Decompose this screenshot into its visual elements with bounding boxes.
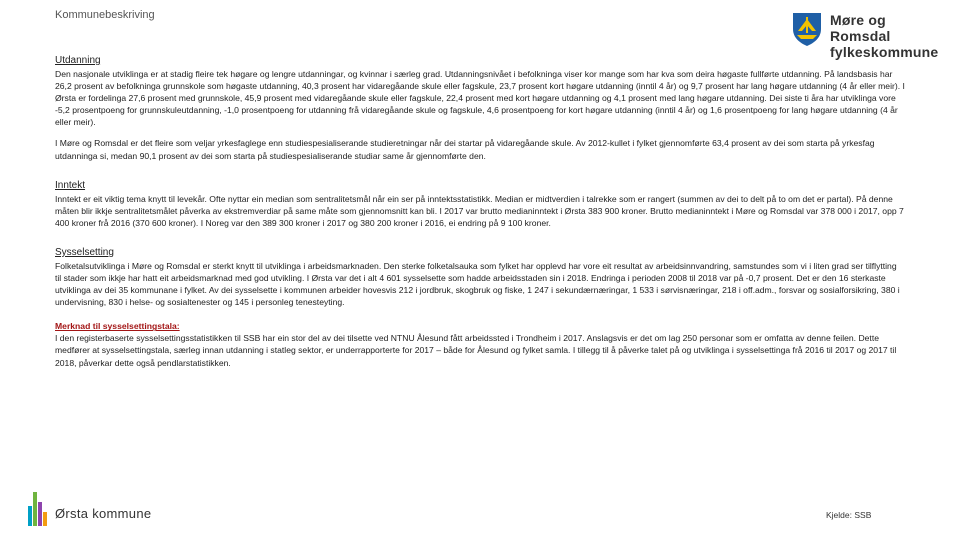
paragraph: I den registerbaserte sysselsettingsstatistikken til SSB har ein stor del av dei tilsette ved NTNU Ålesund fått arbeidssted i Trondheim i 2017. Anslagsvis er det om lag 250 personar som er omfatta av denne feilen. Dette medfører at sysselsettingstala, særleg innan utdanning i statleg sektor, er underrapporterte for 2017 – både for Ålesund og fylket samla. I tillegg til å påverke talet på og utviklinga i sysselsettinga frå 2016 til 2017 og 2017 til 2018, påverkar dette også pendlarstatistikken. <box>55 333 897 368</box>
paragraph: Inntekt er eit viktig tema knytt til levekår. Ofte nyttar ein median som sentralitetsmål når ein ser på inntektsstatistikk. Median er midtverdien i talrekke som er rangert (summen av dei to delt på to om det er partal). På denne måten blir ikkje sentralitetsmålet påverka av ekstremverdiar på same måte som gjennomsnitt kan bli. I 2017 var brutto medianinntekt i Ørsta 383 900 kroner. Brutto medianinntekt i Møre og Romsdal var 378 000 i 2017, opp 7 400 kroner frå 2016 (370 600 kroner). I Noreg var den 389 300 kroner i 2017 og 380 200 kroner i 2016, ei endring på 9 100 kroner. <box>55 193 904 228</box>
section-heading: Inntekt <box>55 179 86 191</box>
municipality-logo-icon <box>26 492 48 526</box>
county-name <box>830 12 940 60</box>
coat-of-arms-icon <box>790 11 824 47</box>
county-name-line2: fylkeskommune <box>830 44 939 60</box>
county-name-line1: Møre og Romsdal <box>830 12 891 44</box>
section-sysselsetting <box>55 246 905 308</box>
section-heading: Utdanning <box>55 55 101 66</box>
paragraph: Folketalsutviklinga i Møre og Romsdal er sterkt knytt til utviklinga i arbeidsmarknaden. Den sterke folketalsauka som fylket har opplevd har vore eit resultat av arbeidsinnvandring, samstundes som vi i liten grad ser tilflytting til stader som ikkje har hatt eit arbeidsmarknad med god utvikling. I Ørsta var det i alt 4 601 sysselsette som hadde arbeidsstaden sin i 2018. Endringa i perioden 2008 til 2018 var på -0,7 prosent. Det er den 16 sterkaste utviklinga av dei 35 kommunane i fylket. Av dei sysselsette i kommunen arbeider hovesvis 212 i jordbruk, skogbruk og fiske, 1 247 i sekundærnæringar, 1 533 i sørvisnæringar, 218 i off.adm., forsvar og sosialforsikring, 380 i undervisning, 830 i helse- og sosialtenester og 145 i personleg tenesteyting. <box>55 260 900 308</box>
paragraph: Den nasjonale utviklinga er at stadig fleire tek høgare og lengre utdanningar, og kvinnar i særleg grad. Utdanningsnivået i befolkninga viser kor mange som har kva som deira høgaste fullførte utdanning. På landsbasis har 26,2 prosent av befolkninga grunnskole som høgaste utdanning, 40,3 prosent har vidaregåande skule eller fagskule, 23,7 prosent kort høgare utdanning (inntil 4 år) og 9,7 prosent har lang høgare utdanning (4 år eller meir). I Ørsta er fordelinga 27,6 prosent med grunnskole, 45,9 prosent med vidaregåande skule eller fagskule, 22,4 prosent med kort høgare utdanning og 4,1 prosent med lang høgare utdanning. Dei siste ti åra har utviklinga vore -5,2 prosentpoeng for grunnskuleutdanning, -1,0 prosentpoeng for utdanning frå vidaregåande skule og fagskule, 4,6 prosentpoeng for kort høgare utdanning (inntil 4 år) og 1,6 prosentpoeng for lang høgare utdanning (4 år eller meir). <box>55 69 905 128</box>
note-heading: Merknad til sysselsettingstala: <box>55 321 180 332</box>
section-merknad <box>55 320 905 368</box>
paragraph: I Møre og Romsdal er det fleire som veljar yrkesfaglege enn studiespesialiserande studieretningar når dei startar på vidaregåande skule. Av 2012-kullet i fylket gjennomførte 63,4 prosent av dei som starta på yrkesfag utdanninga si, medan 90,1 prosent av dei som starta på studiespesialiserande studiar same år gjennomførte den. <box>55 138 875 161</box>
document-body <box>55 54 905 386</box>
section-heading: Sysselsetting <box>55 246 114 258</box>
municipality-name: Ørsta kommune <box>55 506 152 521</box>
county-logo <box>790 11 940 60</box>
source-label: Kjelde: SSB <box>826 510 872 520</box>
section-inntekt <box>55 179 905 229</box>
page-title: Kommunebeskriving <box>55 9 155 21</box>
section-utdanning <box>55 54 905 162</box>
